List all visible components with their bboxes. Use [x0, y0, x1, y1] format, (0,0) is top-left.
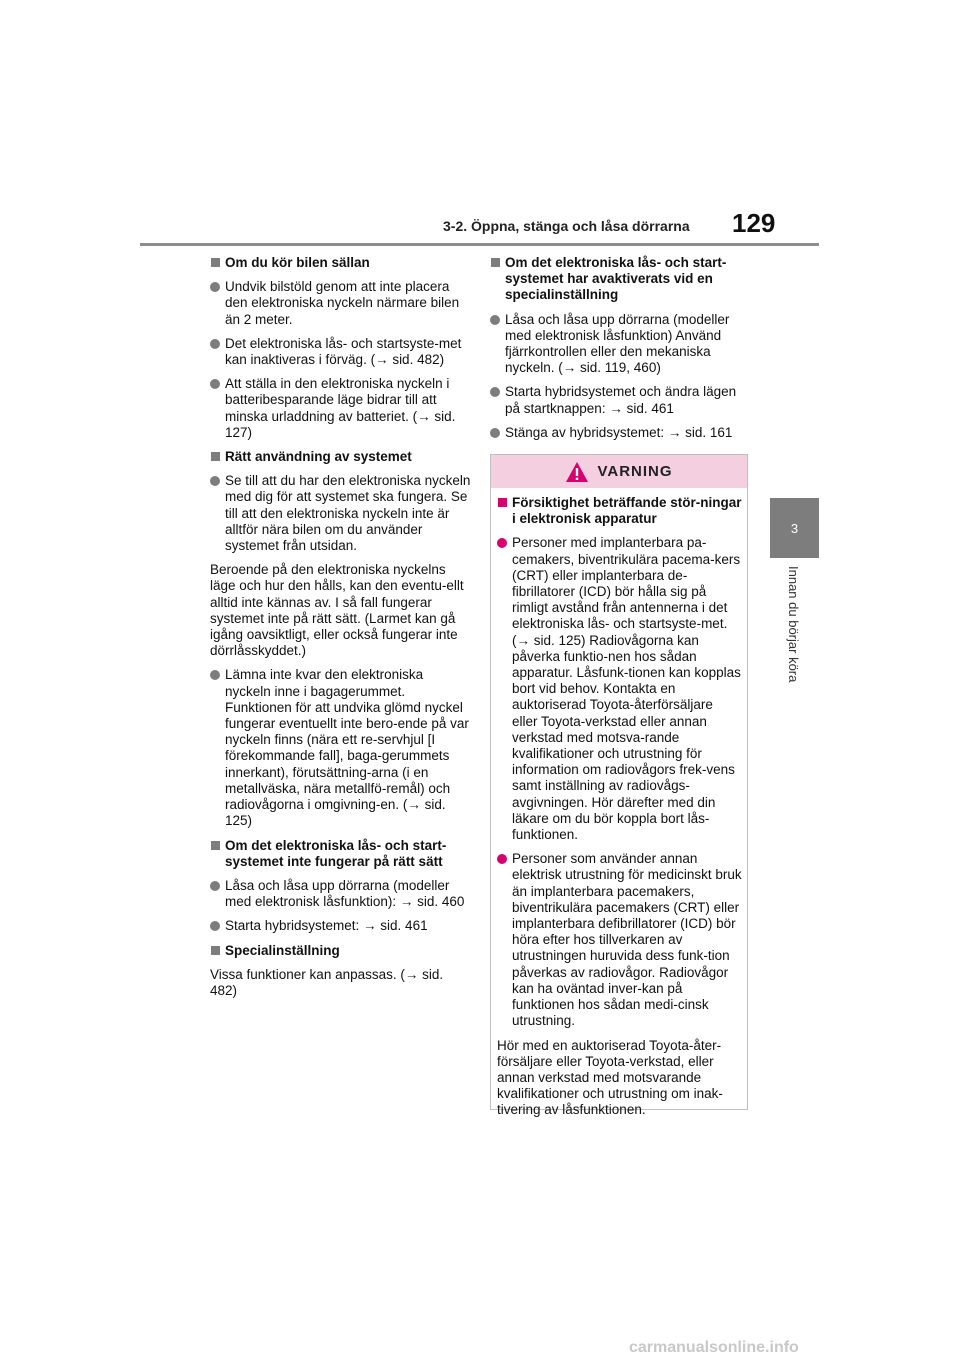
bullet-item: Personer som använder annan elektrisk utrustning för medicinskt bruk än implanterbara pacemakers, biventrikulära pacemakers (CRT) eller implanterbara defibrillatorer (ICD) bör höra efter hos tillverkaren av utrustningen huruvida dess funk-tion påverkas av radiovågor. Radiovågor kan ha oväntad inver-kan på funktionen hos sådan medi-cinsk utrustning.: [497, 851, 742, 1029]
warning-header: [491, 455, 747, 488]
bullet-item: Låsa och låsa upp dörrarna (modeller med elektronisk låsfunktion) Använd fjärrkontrollen eller den mekaniska nyckeln. (→ sid. 119, 460): [490, 312, 752, 377]
bullet-item: Personer med implanterbara pa-cemakers, biventrikulära pacema-kers (CRT) eller implanterbara de-fibrillatorer (ICD) bör hålla sig på rimligt avstånd från antennerna i det elektroniska lås- och startsyste-met. (→ sid. 125) Radiovågorna kan påverka funktio-nen hos sådan apparatur. Låsfunk-tionen kan kopplas bort vid behov. Kontakta en auktoriserad Toyota-återförsäljare eller Toyota-verkstad eller annan verkstad med motsva-rande kvalifikationer och utrustning för information om radiovågors frek-vens samt inställning av radiovågs-avgivningen. Hör därefter med din läkare om du bör koppla bort lås-funktionen.: [497, 535, 742, 843]
paragraph: Vissa funktioner kan anpassas. (→ sid. 482): [210, 966, 444, 998]
section-heading: Om det elektroniska lås- och start-systemet har avaktiverats vid en specialinställning: [490, 255, 752, 304]
bullet-item: Låsa och låsa upp dörrarna (modeller med elektronisk låsfunktion): → sid. 460: [210, 878, 472, 910]
warning-title: VARNING: [597, 463, 673, 480]
section-heading: Rätt användning av systemet: [210, 449, 472, 465]
watermark: carmanualsonline.info: [629, 1339, 799, 1356]
chapter-title: Innan du börjar köra: [786, 566, 801, 683]
bullet-item: Se till att du har den elektroniska nyckeln med dig för att systemet ska fungera. Se till att den elektroniska nyckeln inte är alltför nära bilen om du använder systemet från utsidan.: [210, 473, 472, 554]
paragraph: Beroende på den elektroniska nyckelns läge och hur den hålls, kan den eventu-ellt alltid inte kännas av. I så fall fungerar systemet inte på rätt sätt. (Larmet kan gå igång oavsiktligt, eller också fungerar inte dörrlåsskyddet.): [210, 562, 464, 659]
bullet-item: Stänga av hybridsystemet: → sid. 161: [490, 425, 752, 441]
bullet-item: Starta hybridsystemet och ändra lägen på startknappen: → sid. 461: [490, 384, 752, 416]
section-heading: Om du kör bilen sällan: [210, 255, 472, 271]
bullet-item: Lämna inte kvar den elektroniska nyckeln inne i bagagerummet. Funktionen för att undvika glömd nyckel fungerar eventuellt inte bero-ende på var nyckeln finns (nära ett re-servhjul [I förekommande fall], baga-gerummets innerkant), förutsättning-arna (i en metallväska, nära metallfö-remål) och radiovågorna i omgivning-en. (→ sid. 125): [210, 667, 472, 829]
header-divider: [140, 243, 819, 246]
chapter-tab: [770, 498, 819, 558]
page-number: 129: [732, 208, 776, 238]
chapter-number: 3: [790, 520, 799, 536]
section-heading: Försiktighet beträffande stör-ningar i elektronisk apparatur: [497, 495, 742, 527]
bullet-item: Starta hybridsystemet: → sid. 461: [210, 918, 472, 934]
warning-box: [490, 454, 748, 1118]
warning-body: [491, 488, 747, 1119]
paragraph: Hör med en auktoriserad Toyota-åter-försäljare eller Toyota-verkstad, eller annan verkstad med motsvarande kvalifikationer och utrustning om inak-tivering av låsfunktionen.: [497, 1037, 723, 1118]
bullet-item: Att ställa in den elektroniska nyckeln i batteribesparande läge bidrar till att minska urladdning av batteriet. (→ sid. 127): [210, 376, 472, 441]
bullet-item: Undvik bilstöld genom att inte placera den elektroniska nyckeln närmare bilen än 2 meter.: [210, 279, 472, 328]
warning-triangle-icon: [565, 461, 589, 483]
section-title: 3-2. Öppna, stänga och låsa dörrarna: [443, 218, 690, 234]
right-column: [490, 255, 752, 449]
left-column: [210, 255, 472, 1007]
section-heading: Specialinställning: [210, 943, 472, 959]
bullet-item: Det elektroniska lås- och startsyste-met kan inaktiveras i förväg. (→ sid. 482): [210, 336, 472, 368]
section-heading: Om det elektroniska lås- och start-systemet inte fungerar på rätt sätt: [210, 838, 472, 870]
